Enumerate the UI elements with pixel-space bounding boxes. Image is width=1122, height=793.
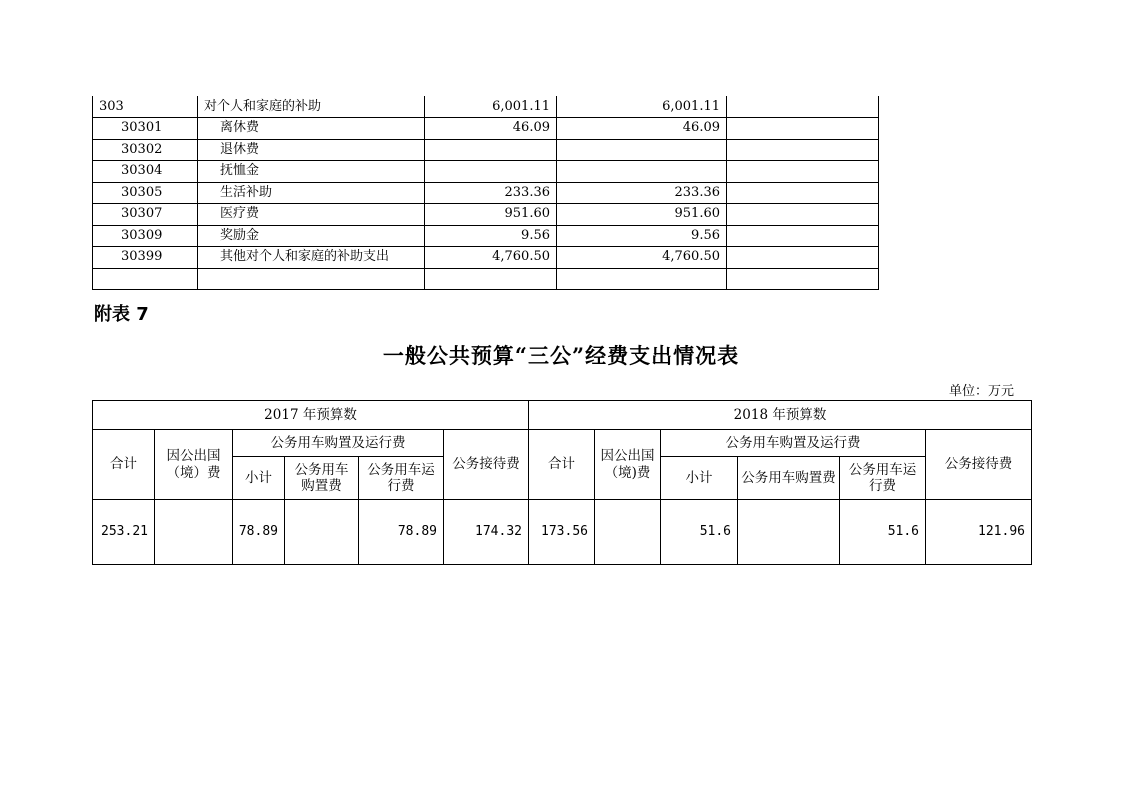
amount-total-cell [425,268,557,290]
total-header-2017: 合计 [93,430,155,500]
amount-basic-cell [557,161,727,183]
account-name-cell: 退休费 [198,139,425,161]
amount-total-cell: 951.60 [425,204,557,226]
amount-basic-cell: 233.36 [557,182,727,204]
account-code-cell: 30399 [93,247,198,269]
amount-project-cell [727,118,879,140]
amount-project-cell [727,225,879,247]
subtotal-2017: 78.89 [233,500,285,565]
account-code-cell: 303 [93,96,198,118]
abroad-2017 [155,500,233,565]
unit-label: 单位：万元 [948,384,1014,399]
amount-project-cell [727,161,879,183]
amount-basic-cell: 951.60 [557,204,727,226]
amount-total-cell: 46.09 [425,118,557,140]
table-row [93,96,879,118]
amount-project-cell [727,139,879,161]
amount-total-cell: 9.56 [425,225,557,247]
operation-2017: 78.89 [359,500,444,565]
subtotal-header-2017: 小计 [233,457,285,500]
account-name-cell: 抚恤金 [198,161,425,183]
amount-basic-cell [557,268,727,290]
amount-basic-cell [557,139,727,161]
values-row [93,500,1032,565]
operation-header-2017: 公务用车运行费 [359,457,444,500]
amount-total-cell: 4,760.50 [425,247,557,269]
amount-project-cell [727,204,879,226]
total-2017: 253.21 [93,500,155,565]
category-header-row [93,430,1032,457]
table-row [93,139,879,161]
purchase-2018 [738,500,840,565]
amount-project-cell [727,247,879,269]
amount-total-cell: 233.36 [425,182,557,204]
expenditure-detail-body [93,96,879,290]
appendix-label: 附表 7 [94,304,149,325]
account-code-cell: 30301 [93,118,198,140]
year-header-row [93,401,1032,430]
amount-basic-cell: 46.09 [557,118,727,140]
amount-basic-cell: 6,001.11 [557,96,727,118]
account-name-cell: 生活补助 [198,182,425,204]
table-row [93,118,879,140]
account-name-cell: 奖励金 [198,225,425,247]
year-2018-header: 2018 年预算数 [529,401,1032,430]
table-row [93,204,879,226]
amount-total-cell: 6,001.11 [425,96,557,118]
operation-header-2018: 公务用车运行费 [840,457,926,500]
reception-2017: 174.32 [444,500,529,565]
table-row [93,247,879,269]
three-public-expenses-table [92,400,1032,565]
account-name-cell: 医疗费 [198,204,425,226]
amount-total-cell [425,161,557,183]
purchase-header-2018: 公务用车购置费 [738,457,840,500]
subtotal-header-2018: 小计 [661,457,738,500]
reception-header-2017: 公务接待费 [444,430,529,500]
amount-project-cell [727,96,879,118]
abroad-2018 [595,500,661,565]
account-code-cell: 30302 [93,139,198,161]
vehicle-header-2018: 公务用车购置及运行费 [661,430,926,457]
amount-project-cell [727,182,879,204]
purchase-header-2017: 公务用车购置费 [285,457,359,500]
account-name-cell: 离休费 [198,118,425,140]
total-header-2018: 合计 [529,430,595,500]
operation-2018: 51.6 [840,500,926,565]
account-code-cell: 30305 [93,182,198,204]
account-code-cell: 30304 [93,161,198,183]
account-code-cell [93,268,198,290]
reception-2018: 121.96 [926,500,1032,565]
reception-header-2018: 公务接待费 [926,430,1032,500]
table-title: 一般公共预算“三公”经费支出情况表 [382,343,740,368]
subtotal-2018: 51.6 [661,500,738,565]
purchase-2017 [285,500,359,565]
account-name-cell: 对个人和家庭的补助 [198,96,425,118]
amount-project-cell [727,268,879,290]
account-name-cell: 其他对个人和家庭的补助支出 [198,247,425,269]
amount-total-cell [425,139,557,161]
account-name-cell [198,268,425,290]
table-row [93,268,879,290]
table-row [93,161,879,183]
account-code-cell: 30307 [93,204,198,226]
amount-basic-cell: 4,760.50 [557,247,727,269]
expenditure-detail-table [92,96,879,290]
table-row [93,182,879,204]
abroad-header-2017: 因公出国（境）费 [155,430,233,500]
amount-basic-cell: 9.56 [557,225,727,247]
table-row [93,225,879,247]
account-code-cell: 30309 [93,225,198,247]
total-2018: 173.56 [529,500,595,565]
vehicle-header-2017: 公务用车购置及运行费 [233,430,444,457]
abroad-header-2018: 因公出国（境)费 [595,430,661,500]
year-2017-header: 2017 年预算数 [93,401,529,430]
